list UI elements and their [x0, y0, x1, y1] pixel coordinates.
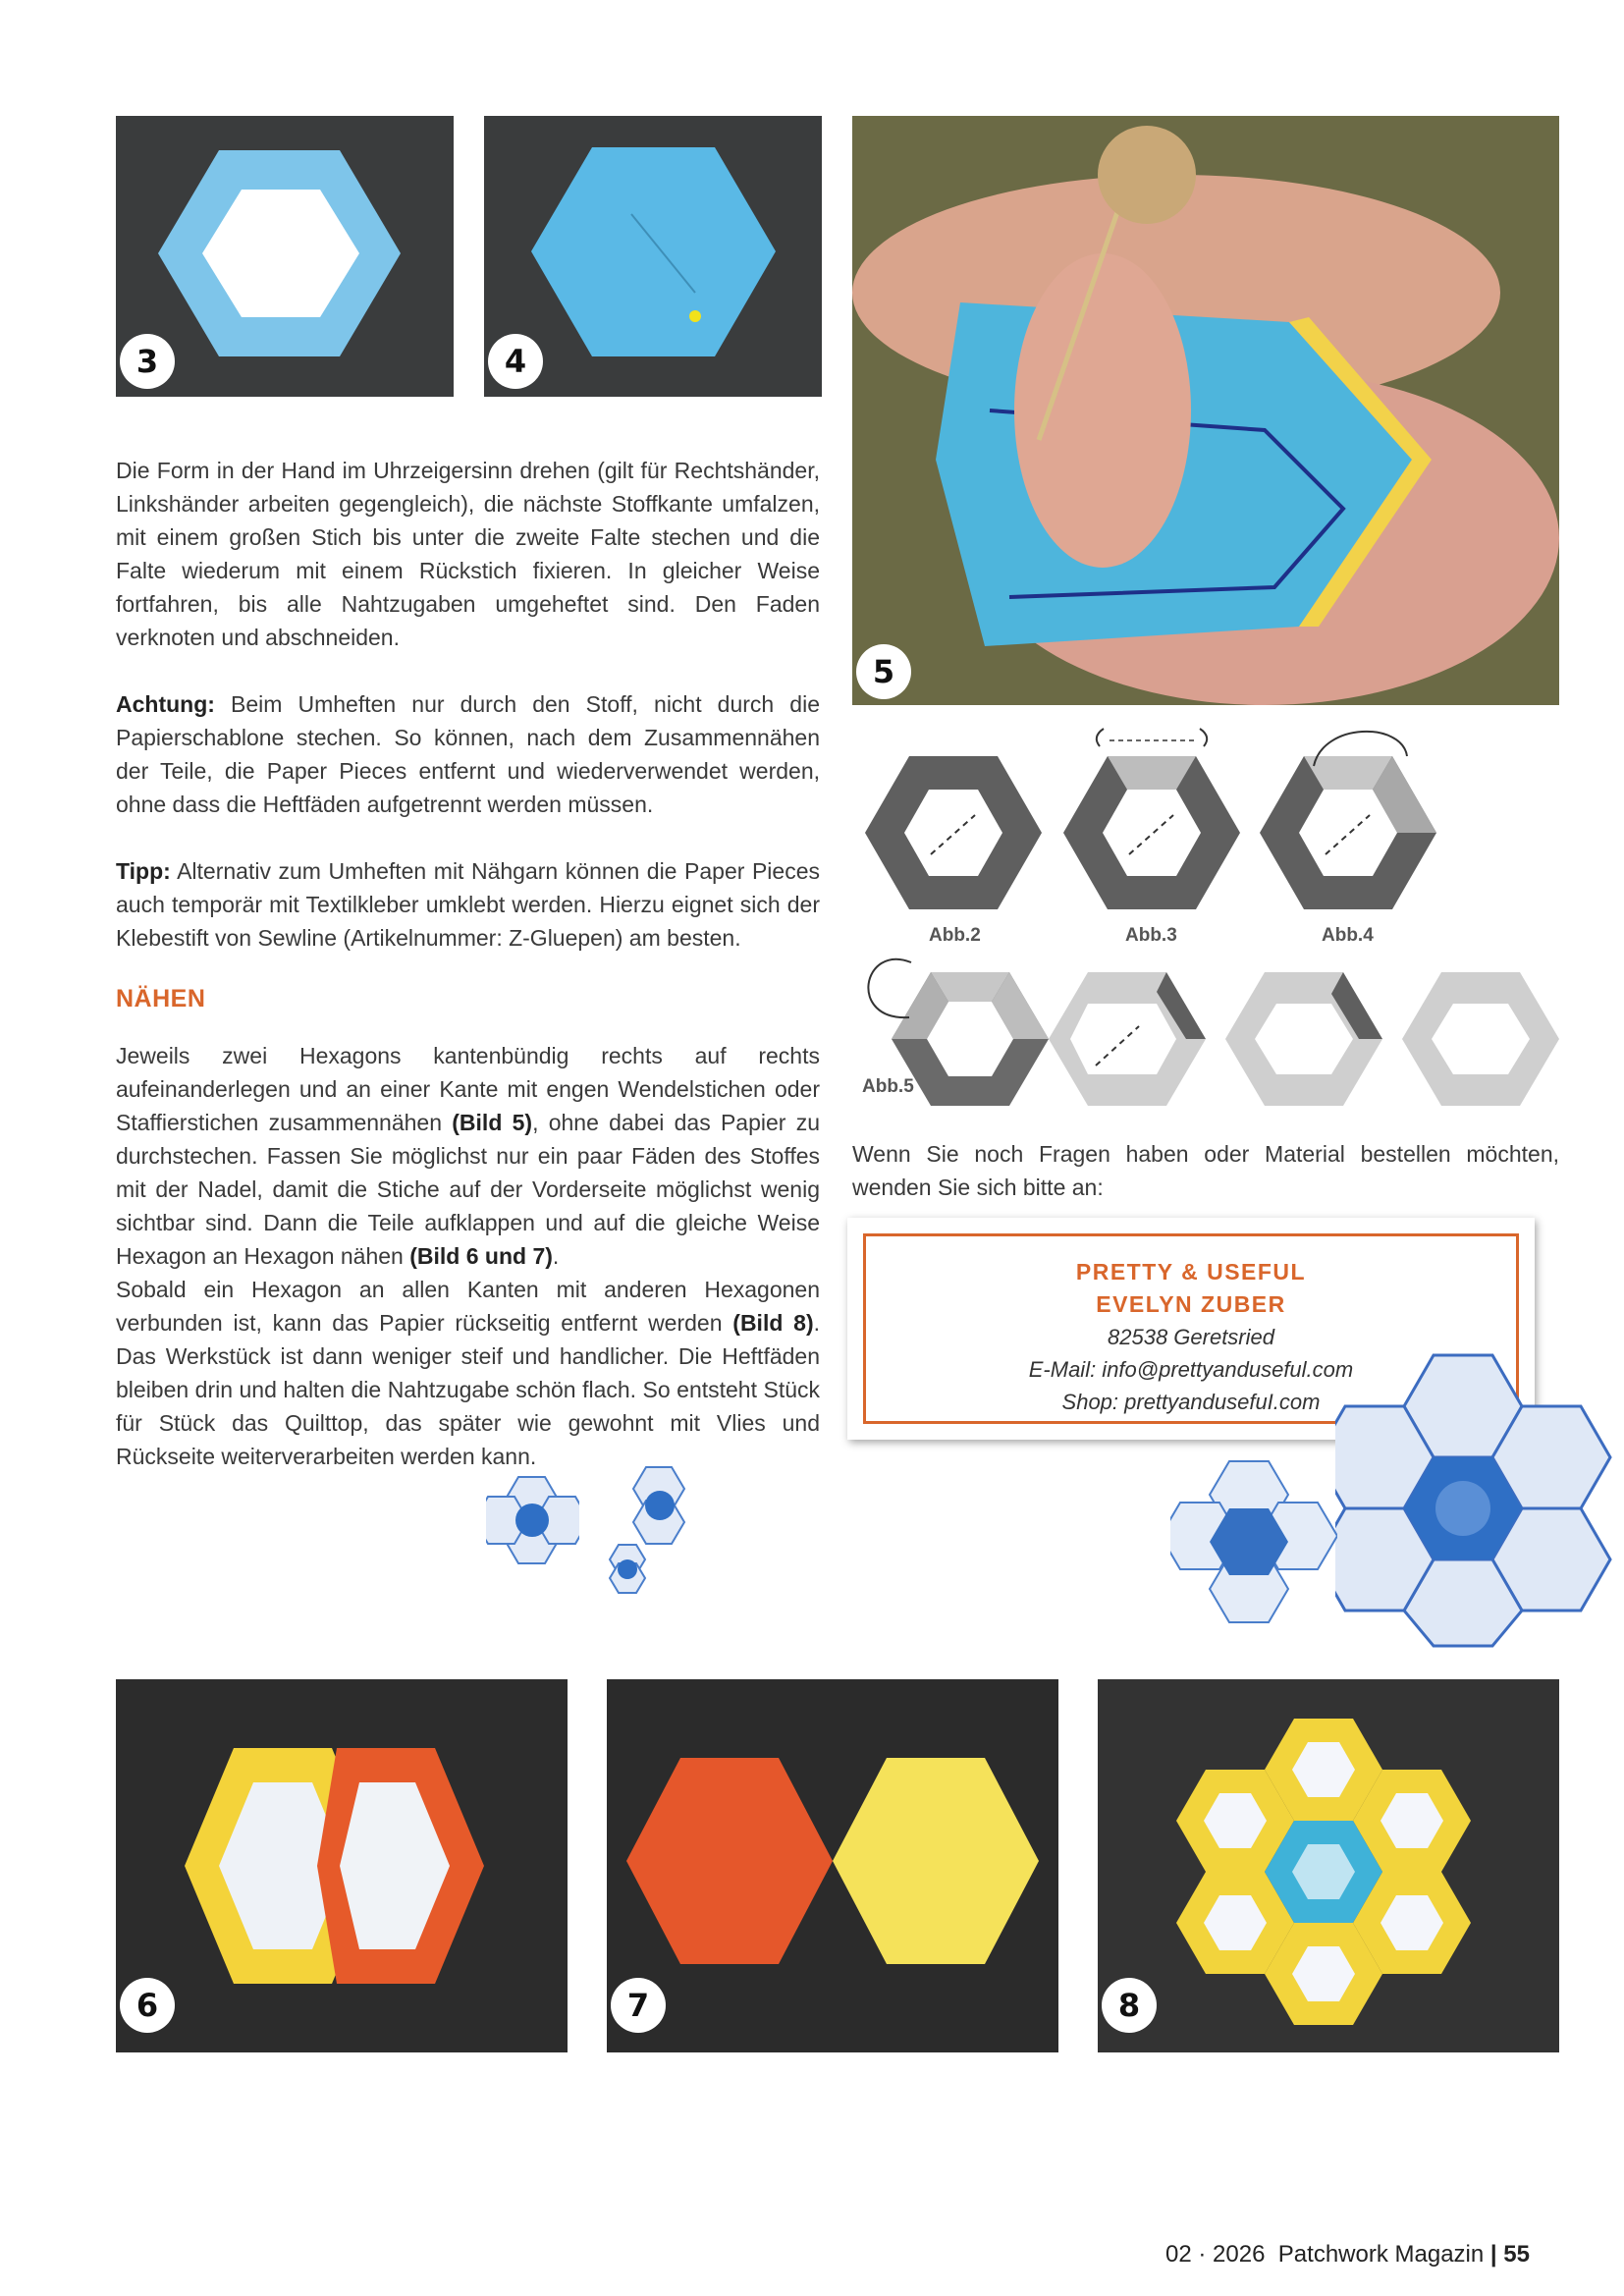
hexagon-pair-open-image: [116, 1679, 568, 2052]
contact-email: E-Mail: info@prettyanduseful.com: [1028, 1357, 1354, 1382]
tipp-label: Tipp:: [116, 858, 171, 884]
photo-8: [1098, 1679, 1559, 2052]
achtung-text: Beim Umheften nur durch den Stoff, nicht durch die Papierschablone stechen. So können, nach dem Zusammennähen der Teile, die Paper Pieces entfernt und wiederverwendet werden, ohne dass die Heftfäden aufgetrennt werden müssen.: [116, 691, 820, 817]
ref-bild-6-7: (Bild 6 und 7): [409, 1243, 553, 1269]
decorative-hexagon-flower-medium: [1170, 1453, 1337, 1630]
photo-number-badge: 4: [488, 334, 543, 389]
label-abb-3: Abb.3: [1125, 925, 1177, 946]
decorative-hexagon-flower-large: [1335, 1336, 1620, 1650]
photo-number-badge: 3: [120, 334, 175, 389]
diagram-step-8: [1402, 972, 1559, 1106]
photo-3: [116, 116, 454, 397]
paragraph-naehen-1: [116, 1039, 820, 1473]
footer-magazine-name: Patchwork Magazin: [1277, 2241, 1485, 2268]
photo-number-badge: 7: [611, 1978, 666, 2033]
decorative-hexagon-flower-small-3: [601, 1542, 655, 1596]
hexagon-pair-joined-image: [607, 1679, 1058, 2052]
ref-bild-8: (Bild 8): [732, 1310, 814, 1336]
diagram-abb-2: [865, 756, 1042, 909]
decorative-hexagon-flower-small-1: [486, 1473, 579, 1566]
footer-separator: |: [1489, 2241, 1497, 2268]
photo-6: [116, 1679, 568, 2052]
article-text-naehen: [116, 1039, 820, 1473]
label-abb-5: Abb.5: [862, 1076, 914, 1097]
diagram-step-7: [1225, 972, 1382, 1106]
photo-number-badge: 6: [120, 1978, 175, 2033]
hexagon-rosette-image: [1098, 1679, 1559, 2052]
paragraph-achtung: [116, 687, 820, 821]
naehen-text-1: Jeweils zwei Hexagons kantenbündig rechts auf rechts aufeinanderlegen und an einer Kante mit engen Wendelstichen oder Staffierstichen zusammennähen: [116, 1043, 820, 1135]
contact-person-name: EVELYN ZUBER: [1096, 1291, 1286, 1317]
photo-7: [607, 1679, 1058, 2052]
footer-page-number: 55: [1503, 2241, 1530, 2268]
article-text-intro: [116, 454, 820, 988]
label-abb-2: Abb.2: [929, 925, 981, 946]
tipp-text: Alternativ zum Umheften mit Nähgarn können die Paper Pieces auch temporär mit Textilkleber umklebt werden. Hierzu eignet sich der Klebestift von Sewline (Artikelnummer: Z-Gluepen) am besten.: [116, 858, 820, 951]
photo-4: [484, 116, 822, 397]
naehen-text-3: .: [552, 1243, 560, 1269]
label-abb-4: Abb.4: [1322, 925, 1374, 946]
achtung-label: Achtung:: [116, 691, 215, 717]
photo-number-badge: 5: [856, 644, 911, 699]
diagram-abb-3: [1063, 729, 1240, 909]
paragraph-intro: Die Form in der Hand im Uhrzeigersinn drehen (gilt für Rechtshänder, Linkshänder arbeiten gegengleich), die nächste Stoffkante umfalzen, mit einem großen Stich bis unter die zweite Falte stechen und die Falte wiederum mit einem Rückstich fixieren. In gleicher Weise fortfahren, bis alle Nahtzugaben umgeheftet sind. Den Faden verknoten und abschneiden.: [116, 458, 820, 650]
diagram-abb-4: [1260, 732, 1436, 909]
photo-number-badge: 8: [1102, 1978, 1157, 2033]
footer-issue: 02 · 2026: [1165, 2241, 1266, 2268]
contact-shop: Shop: prettyandusefuI.com: [1061, 1390, 1321, 1414]
contact-company-name: PRETTY & USEFUL: [1075, 1259, 1307, 1285]
photo-5: [852, 116, 1559, 705]
page-footer: [1165, 2241, 1530, 2269]
hexagon-steps-diagram: [852, 727, 1559, 1110]
ref-bild-5: (Bild 5): [452, 1110, 533, 1135]
contact-city: 82538 Geretsried: [1108, 1325, 1274, 1349]
section-heading-naehen: NÄHEN: [116, 985, 206, 1012]
paragraph-tipp: [116, 854, 820, 955]
contact-intro-text: Wenn Sie noch Fragen haben oder Material bestellen möchten, wenden Sie sich bitte an:: [852, 1141, 1559, 1200]
decorative-hexagon-flower-small-2: [619, 1463, 702, 1547]
naehen-text-2: , ohne dabei das Papier zu durchstechen. Fassen Sie möglichst nur ein paar Fäden des Stoffes mit der Nadel, damit die Stiche auf der Vorderseite möglichst wenig sichtbar sind. Dann die Teile aufklappen und auf die gleiche Weise Hexagon an Hexagon nähen: [116, 1110, 820, 1269]
hand-sewing-image: [852, 116, 1559, 705]
naehen-text-4: Sobald ein Hexagon an allen Kanten mit anderen Hexagonen verbunden ist, kann das Papier rückseitig entfernt werden: [116, 1277, 820, 1336]
naehen-text-5: . Das Werkstück ist dann weniger steif und handlicher. Die Heftfäden bleiben drin und halten die Nahtzugabe schön flach. So entsteht Stück für Stück das Quilttop, das später wie gewohnt mit Vlies und Rückseite weiterverarbeiten werden kann.: [116, 1310, 820, 1469]
diagram-step-6: [1049, 972, 1206, 1106]
